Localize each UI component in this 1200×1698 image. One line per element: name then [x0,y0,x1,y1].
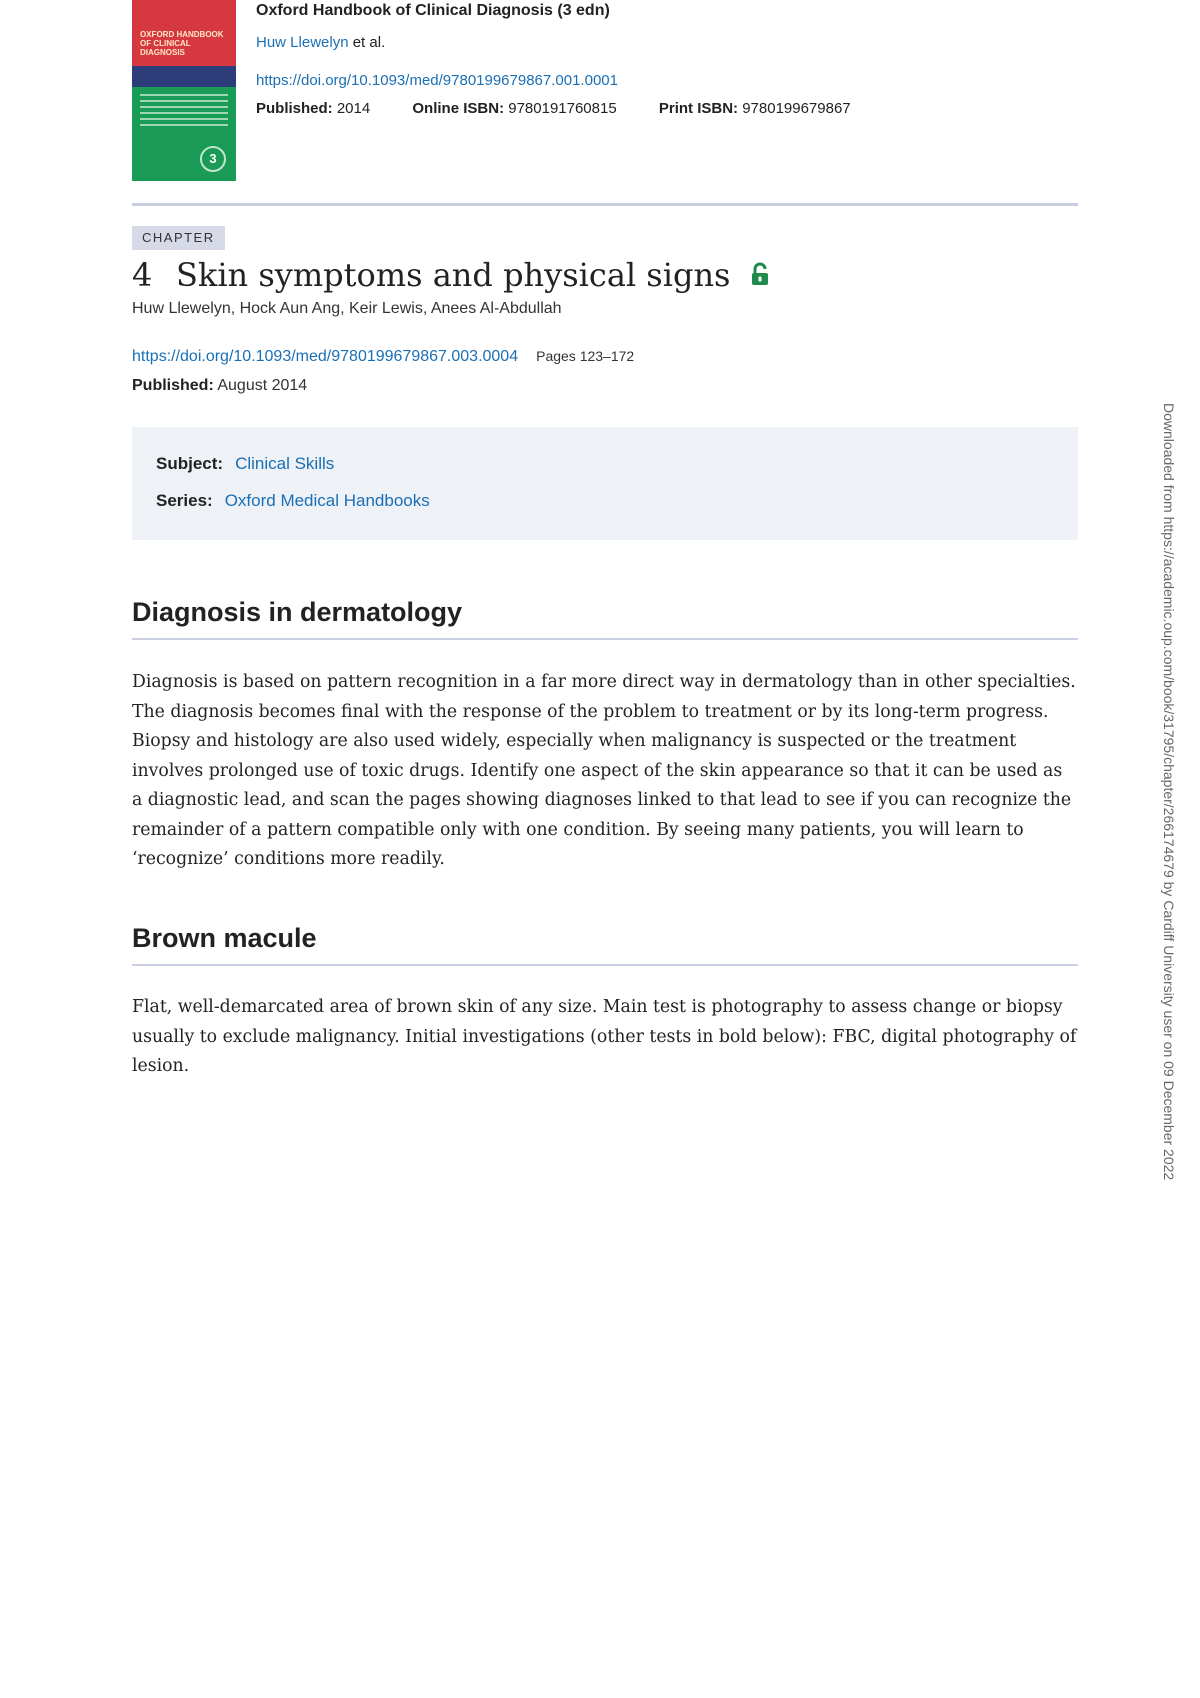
chapter-authors: Huw Llewelyn, Hock Aun Ang, Keir Lewis, Anees Al-Abdullah [132,300,562,317]
chapter-published: Published: August 2014 [132,377,308,394]
chapter-tag: CHAPTER [132,226,225,250]
section-heading: Brown macule [132,923,317,953]
book-title: Oxford Handbook of Clinical Diagnosis (3 edn) [256,2,610,19]
book-cover-image[interactable] [132,0,236,181]
chapter-doi-link[interactable]: https://doi.org/10.1093/med/9780199679867.003.0004 [132,348,519,365]
download-watermark-text: Downloaded from https://academic.oup.com/book/31795/chapter/266174679 by Cardiff University user on 09 December 2022 [1161,403,1177,1181]
book-doi-link[interactable]: https://doi.org/10.1093/med/9780199679867.001.0001 [256,72,618,89]
section-divider [132,964,1078,966]
subject-row [156,454,334,474]
edition-badge: 3 [200,146,226,172]
section-heading: Diagnosis in dermatology [132,597,463,627]
book-info [256,100,889,117]
classification-box [132,427,1078,540]
subject-link[interactable]: Clinical Skills [235,454,335,473]
book-author-suffix: et al. [348,34,386,51]
chapter-title [132,256,769,297]
book-online-isbn: Online ISBN: 9780191760815 [412,100,617,117]
chapter-title-text: Skin symptoms and physical signs [176,256,731,294]
subject-label: Subject: [156,454,224,473]
series-row [156,491,430,511]
open-lock-icon [751,256,769,294]
section-paragraph: Flat, well-demarcated area of brown skin of any size. Main test is photography to assess change or biopsy usually to exclude malignancy. Initial investigations (other tests in bold below): FBC, digital photography of lesion. [132,997,1077,1076]
book-doi [256,72,618,89]
section-divider [132,638,1078,640]
series-link[interactable]: Oxford Medical Handbooks [224,491,430,510]
chapter-doi-row [132,348,634,366]
book-print-isbn: Print ISBN: 9780199679867 [658,100,851,117]
book-header [132,0,1078,182]
book-published: Published: 2014 [256,100,371,117]
header-divider [132,203,1078,206]
download-watermark [1160,403,1180,1303]
chapter-pages: Pages 123–172 [536,348,635,364]
chapter-number: 4 [132,256,153,294]
book-author-link[interactable]: Huw Llewelyn [256,34,349,51]
section-paragraph: Diagnosis is based on pattern recognition in a far more direct way in dermatology than in other specialties. The diagnosis becomes final with the response of the problem to treatment or by its long-term progress. Biopsy and histology are also used widely, especially when malignancy is suspected or the treatment involves prolonged use of toxic drugs. Identify one aspect of the skin appearance so that it can be used as a diagnostic lead, and scan the pages showing diagnoses linked to that lead to see if you can recognize the remainder of a pattern compatible only with one condition. By seeing many patients, you will learn to ‘recognize’ conditions more readily. [132,672,1076,869]
book-cover-text: OXFORD HANDBOOK OF CLINICAL DIAGNOSIS [140,30,224,57]
book-authors [256,34,385,51]
series-label: Series: [156,491,213,510]
